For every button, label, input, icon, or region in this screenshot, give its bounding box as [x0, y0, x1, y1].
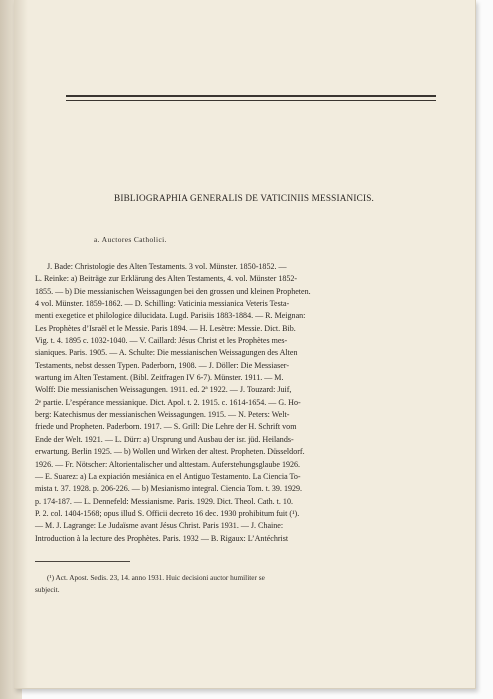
section-heading: a. Auctores Catholici. — [94, 235, 167, 244]
text-line: Les Prophètes d’Israël et le Messie. Paris 1894. — H. Lesètre: Messie. Dict. Bib. — [35, 323, 296, 333]
footnote-rule — [35, 561, 130, 562]
text-line: — E. Suarez: a) La expiación mesiánica en el Antiguo Testamento. La Ciencia To- — [35, 471, 301, 481]
footnote-line: subjecit. — [35, 584, 60, 594]
text-line: P. 2. col. 1404-1568; opus illud S. Officii decreto 16 dec. 1930 prohibitum fuit (¹). — [35, 508, 300, 518]
text-line: friede und Propheten. Paderborn. 1917. — S. Grill: Die Lehre der H. Schrift vom — [35, 422, 297, 432]
text-line: p. 174-187. — L. Dennefeld: Messianisme. Paris. 1929. Dict. Theol. Cath. t. 10. — [35, 496, 293, 506]
text-line: Introduction à la lecture des Prophètes. Paris. 1932 — B. Rigaux: L’Antéchrist — [35, 533, 289, 543]
footnote-line: (¹) Act. Apost. Sedis. 23, 14. anno 1931. Huic decisioni auctor humiliter se — [47, 573, 265, 582]
book-page — [14, 0, 476, 689]
footnote — [35, 572, 425, 596]
text-line: erwartung. Berlin 1925. — b) Wollen und Wirken der altest. Propheten. Düsseldorf. — [35, 447, 305, 457]
header-rule-thick — [66, 95, 436, 97]
text-line: berg: Katechismus der messianischen Weissagungen. 1915. — N. Peters: Welt- — [35, 410, 290, 420]
text-line: 2ᵉ partie. L’espérance messianique. Dict. Apol. t. 2. 1915. c. 1614-1654. — G. Ho- — [35, 397, 301, 407]
text-line: Vig. t. 4. 1895 c. 1032-1040. — V. Caillard: Jésus Christ et les Prophètes mes- — [35, 336, 288, 346]
bibliography-text — [35, 261, 425, 545]
text-line: — M. J. Lagrange: Le Judaïsme avant Jésus Christ. Paris 1931. — J. Chaine: — [35, 521, 284, 531]
text-line: mista t. 37. 1928. p. 206-226. — b) Mesianismo integral. Ciencia Tom. t. 39. 1929. — [35, 484, 303, 494]
page-title: BIBLIOGRAPHIA GENERALIS DE VATICINIIS MESSIANICIS. — [114, 193, 375, 203]
text-line: L. Reinke: a) Beiträge zur Erklärung des Alten Testaments, 4. vol. Münster 1852- — [35, 274, 298, 284]
text-line: 1855. — b) Die messianischen Weissagungen bei den grossen und kleinen Propheten. — [35, 286, 311, 296]
text-line: Ende der Welt. 1921. — L. Dürr: a) Ursprung und Ausbau der isr. jüd. Heilands- — [35, 434, 294, 444]
text-line: Testaments, nebst dessen Typen. Paderborn, 1908. — J. Döller: Die Messiaser- — [35, 360, 290, 370]
text-line: 1926. — Fr. Nötscher: Altorientalischer und alttestam. Auferstehungsglaube 1926. — [35, 459, 301, 469]
text-line: Wolff: Die messianischen Weissagungen. 1911. ed. 2ª 1922. — J. Touzard: Juif, — [35, 385, 292, 395]
text-line: 4 vol. Münster. 1859-1862. — D. Schilling: Vaticinia messianica Veteris Testa- — [35, 299, 290, 309]
text-line: sianiques. Paris. 1905. — A. Schulte: Die messianischen Weissagungen des Alten — [35, 348, 298, 358]
text-line: menti exegetice et philologice dilucidata. Lugd. Parisiis 1883-1884. — R. Meignan: — [35, 311, 306, 321]
text-line: J. Bade: Christologie des Alten Testaments. 3 vol. Münster. 1850-1852. — — [47, 262, 287, 271]
header-rule-thin — [66, 100, 436, 101]
text-line: wartung im Alten Testament. (Bibl. Zeitfragen IV 6-7). Münster. 1911. — M. — [35, 373, 284, 383]
